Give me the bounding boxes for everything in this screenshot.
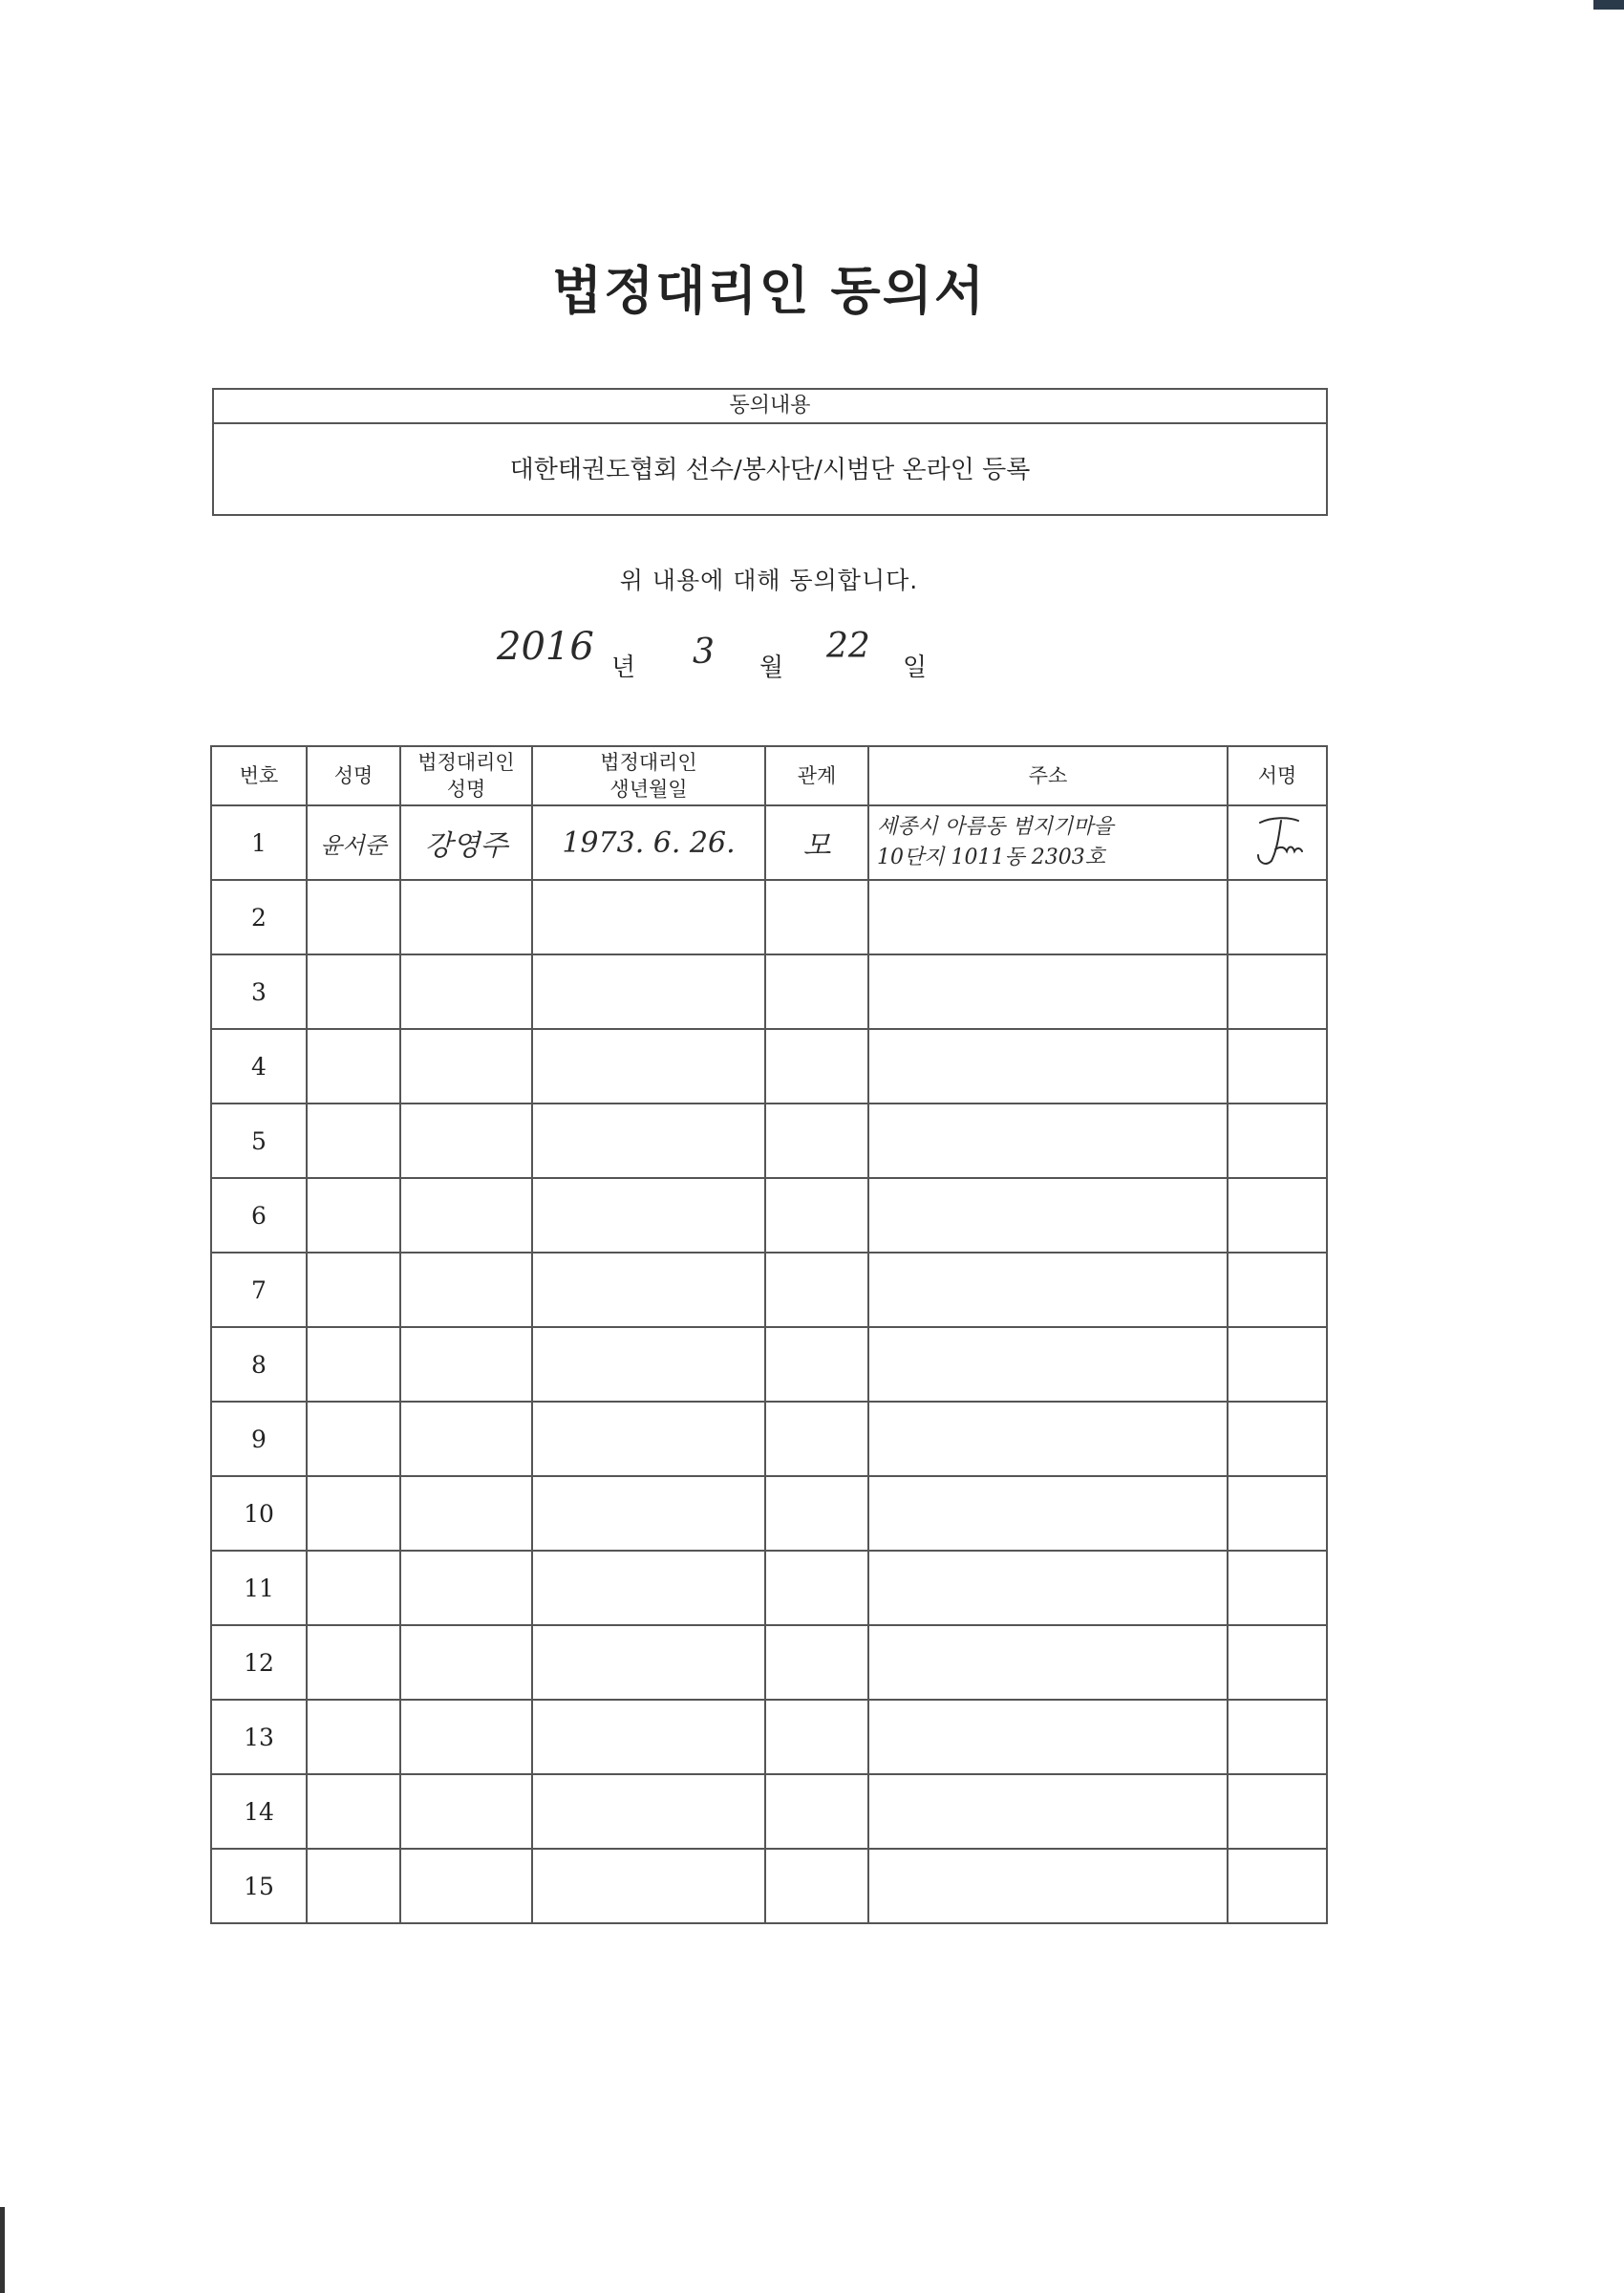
table-row [211, 1104, 1327, 1178]
rep-name: 강영주 [400, 805, 532, 880]
header-no: 번호 [211, 746, 307, 805]
date-day-label: 일 [903, 654, 928, 682]
date-day: 22 [826, 627, 870, 666]
table-row [211, 1178, 1327, 1253]
consent-box [212, 388, 1328, 516]
row-number: 1 [211, 805, 307, 880]
row-number: 10 [211, 1476, 307, 1551]
relation: 모 [765, 805, 868, 880]
page-title: 법정대리인 동의서 [551, 261, 987, 321]
table-row [211, 1700, 1327, 1774]
table-row [211, 1625, 1327, 1700]
table-row [211, 1774, 1327, 1849]
row-number: 2 [211, 880, 307, 954]
date-month-label: 월 [759, 654, 784, 682]
row-number: 6 [211, 1178, 307, 1253]
table-row [211, 805, 1327, 880]
row-number: 8 [211, 1327, 307, 1402]
row-number: 11 [211, 1551, 307, 1625]
row-number: 3 [211, 954, 307, 1029]
agree-statement: 위 내용에 대해 동의합니다. [619, 567, 919, 594]
header-rep-name-line2: 성명 [446, 778, 486, 801]
row-number: 14 [211, 1774, 307, 1849]
table-row [211, 1253, 1327, 1327]
consent-body: 대한태권도협회 선수/봉사단/시범단 온라인 등록 [509, 456, 1031, 484]
row-number: 5 [211, 1104, 307, 1178]
row-number: 12 [211, 1625, 307, 1700]
header-signature: 서명 [1228, 746, 1327, 805]
table-header-row [211, 746, 1327, 805]
student-name: 윤서준 [307, 805, 400, 880]
table-row [211, 1029, 1327, 1104]
address-line-1: 세종시 아름동 범지기마을 [877, 815, 1114, 839]
date-month: 3 [693, 632, 715, 672]
header-relation: 관계 [765, 746, 868, 805]
header-rep-dob-line2: 생년월일 [609, 778, 688, 801]
address [868, 805, 1228, 880]
scan-edge-mark [0, 2207, 5, 2293]
signature-cell [1228, 805, 1327, 880]
header-name: 성명 [307, 746, 400, 805]
consent-header: 동의내용 [214, 390, 1326, 424]
row-number: 4 [211, 1029, 307, 1104]
table-row [211, 880, 1327, 954]
table-row [211, 1476, 1327, 1551]
handwritten-signature [1247, 809, 1308, 870]
table-row [211, 954, 1327, 1029]
header-rep-name-line1: 법정대리인 [417, 751, 515, 774]
address-line-2: 10단지 1011동 2303호 [877, 846, 1105, 869]
row-number: 15 [211, 1849, 307, 1923]
row-number: 7 [211, 1253, 307, 1327]
date-year-label: 년 [611, 654, 636, 682]
table-row [211, 1327, 1327, 1402]
header-rep-dob [532, 746, 765, 805]
rep-dob: 1973. 6. 26. [532, 805, 765, 880]
row-number: 13 [211, 1700, 307, 1774]
table-row [211, 1849, 1327, 1923]
date-year: 2016 [497, 625, 594, 669]
scan-edge-mark [1593, 0, 1624, 10]
header-rep-name [400, 746, 532, 805]
header-rep-dob-line1: 법정대리인 [600, 751, 697, 774]
header-address: 주소 [868, 746, 1228, 805]
table-row [211, 1551, 1327, 1625]
table-row [211, 1402, 1327, 1476]
row-number: 9 [211, 1402, 307, 1476]
roster-table [210, 745, 1328, 1924]
